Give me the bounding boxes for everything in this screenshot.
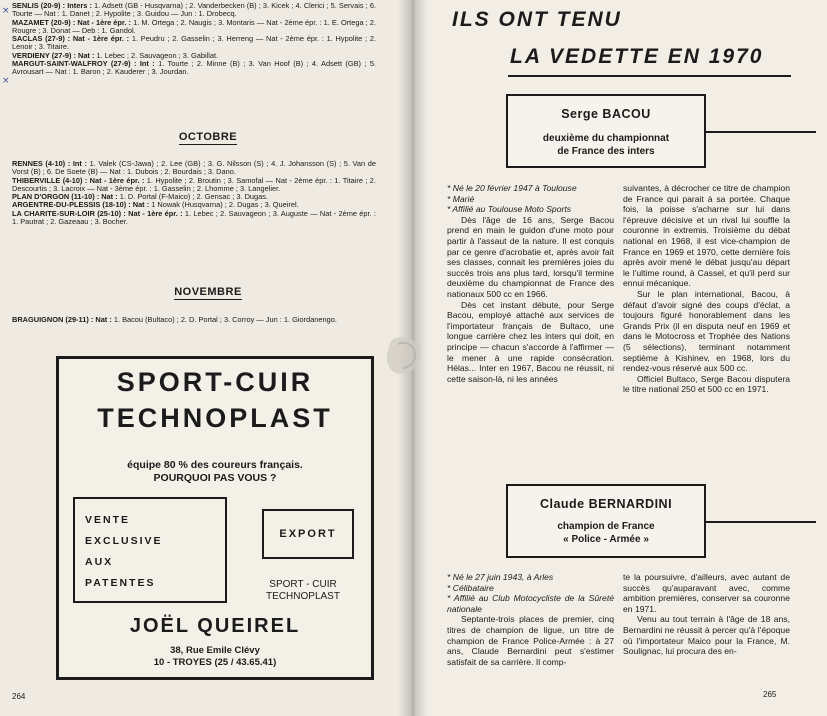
article-bernardini-col2	[623, 572, 790, 657]
ad-address-line1: 38, Rue Emile Clévy	[170, 645, 260, 656]
article-paragraph: Venu au tout terrain à l'âge de 18 ans, Bernardini ne réussit à percer qu'à l'époque où l'importateur Maico pour la France, M. Soulignac, lui procura des en-	[623, 614, 790, 657]
profile-subtitle	[508, 520, 704, 546]
month-heading-october: OCTOBRE	[178, 131, 238, 143]
ad-sales-line: PATENTES	[85, 577, 156, 589]
article-bernardini-col1	[447, 572, 614, 667]
watermark-logo-icon	[384, 334, 424, 378]
result-entry: MARGUT-SAINT-WALFROY (27-9) : Int : 1. Tourte ; 2. Minne (B) ; 3. Van Hoof (B) ; 4. Adsett (GB) ; 5. Avrousart — Nat : 1. Baron ; 2. Kauderer ; 3. Jourdan.	[12, 59, 376, 77]
ad-title-line1: SPORT-CUIR	[116, 367, 314, 397]
profile-box-bacou	[506, 94, 706, 168]
article-bacou-col1	[447, 183, 614, 384]
article-paragraph: Dès cet instant débute, pour Serge Bacou, employé attaché aux services de l'importateur français de Bultaco, une longue carrière chez les inters qui doit, en principe — chacun s'accorde à l'affirmer — le mener à une rapide consécration. Hélas... Inter en 1967, Bacou ne réussit, ni cette saison-là, ni les années	[447, 299, 614, 384]
ad-owner-name: JOËL QUEIREL	[129, 615, 301, 637]
ad-pitch-line1: équipe 80 % des coureurs français.	[127, 459, 303, 471]
ad-address	[59, 645, 371, 668]
result-entry: SENLIS (20-9) : Inters : 1. Adsett (GB - Husqvarna) ; 2. Vanderbecken (B) ; 3. Kicek ; 4. Clerici ; 5. Servais ; 6. Tourte — Nat : 1. Danet ; 2. Hypolite ; 3. Guidou — Jun : 1. Drobecq.	[12, 1, 377, 19]
headline-line2: LA VEDETTE EN 1970	[510, 45, 764, 68]
fact-line: * Affilié au Toulouse Moto Sports	[447, 204, 572, 215]
fact-line: * Né le 20 février 1947 à Toulouse	[447, 183, 577, 193]
ad-address-line2: 10 - TROYES (25 / 43.65.41)	[153, 656, 277, 668]
ad-export-box: EXPORT	[262, 509, 354, 559]
result-entry: VERDIENY (27-9) : Nat : 1. Lebec ; 2. Sauvageon ; 3. Gabillat.	[12, 50, 219, 60]
profile-subtitle-line1: champion de France	[557, 521, 655, 532]
profile-subtitle-line1: deuxième du championnat	[542, 133, 670, 144]
profile-subtitle-line2: de France des inters	[557, 146, 655, 157]
headline-underline	[508, 75, 791, 77]
ad-brand	[235, 579, 371, 602]
advertisement-sport-cuir	[56, 356, 374, 680]
result-entry: LA CHARITE-SUR-LOIR (25-10) : Nat - 1ère épr. : 1. Lebec ; 2. Sauvageon ; 3. Auguste — Nat - 2ème épr. : 1. Pautrat ; 2. Gazeaau ; 3. Bocher.	[12, 208, 376, 227]
fact-line: * Célibataire	[447, 582, 494, 593]
result-entry: BRAGUIGNON (29-11) : Nat : 1. Bacou (Bultaco) ; 2. D. Portal ; 3. Corroy — Jun : 1. Giordanengo.	[12, 315, 337, 324]
result-entry: RENNES (4-10) : Int : 1. Valek (CS-Jawa) ; 2. Lee (GB) ; 3. G. Nilsson (S) ; 4. J. Johansson (S) ; 5. Van de Vorst (B) ; 6. De Soete (B) — Nat : 1. Dubois ; 2. Bourdais ; 3. Dano.	[12, 159, 377, 177]
profile-name: Serge BACOU	[561, 107, 651, 121]
profile-subtitle-line2: « Police - Armée »	[563, 534, 649, 545]
ad-brand-line2: TECHNOPLAST	[266, 590, 340, 602]
page-number-right: 265	[763, 690, 777, 699]
pen-mark-icon: ×	[2, 6, 10, 16]
fact-line: * Marié	[447, 193, 475, 204]
profile-box-bernardini	[506, 484, 706, 558]
result-entry: ARGENTRE-DU-PLESSIS (18-10) : Nat : 1 Nowak (Husqvarna) ; 2. Dugas ; 3. Queirel.	[12, 200, 299, 210]
article-bacou-col2	[623, 183, 790, 395]
page-number-left: 264	[12, 692, 26, 701]
profile-rule	[704, 521, 816, 523]
ad-sales-line: EXCLUSIVE	[85, 535, 163, 547]
ad-brand-line1: SPORT - CUIR	[269, 579, 337, 590]
ad-sales-line: VENTE	[85, 514, 131, 526]
results-october	[12, 160, 376, 226]
month-heading-november: NOVEMBRE	[174, 286, 242, 298]
left-page	[0, 0, 412, 716]
article-paragraph: Dès l'âge de 16 ans, Serge Bacou prend en main le guidon d'une moto pour partir à l'assaut de la nature. Il est conquis par ce genre d'acrobatie et, après avoir fait ses classes, connait les premières joies du succès trois ans plus tard, lorsqu'il termine deuxième du championnat de France des nationaux 500 cc en 1966.	[447, 214, 614, 299]
ad-title-line2: TECHNOPLAST	[97, 403, 333, 433]
article-paragraph: Sur le plan international, Bacou, à défaut d'avoir signé des coups d'éclat, a toujours figuré honorablement dans les Grands Prix (il en disputa neuf en 1969 et dans le Motocross et Trophée des Nations (5 sélections), terminant notamment septième à Kishinev, en 1968, lors du rendez-vous réservé aux 500 cc.	[623, 288, 790, 374]
pen-mark-icon: ×	[2, 76, 10, 86]
results-september	[12, 2, 376, 77]
article-paragraph: te la poursuivre, d'ailleurs, avec autant de succès qu'auparavant avec, comme ambition premières, conserver sa couronne en 1971.	[623, 572, 790, 614]
ad-pitch	[59, 459, 371, 484]
ad-pitch-line2: POURQUOI PAS VOUS ?	[153, 471, 277, 484]
result-entry: MAZAMET (20-9) : Nat - 1ère épr. : 1. M. Ortega ; 2. Naugis ; 3. Montaris — Nat - 2ème épr. : 1. E. Ortega ; 2. Rougre ; 3. Donat — Deb : 1. Gandol.	[12, 17, 376, 35]
fact-line: * Né le 27 juin 1943, à Arles	[447, 572, 554, 582]
profile-subtitle	[508, 132, 704, 158]
result-entry: SACLAS (27-9) : Nat - 1ère épr. : 1. Peudru ; 2. Gasselin ; 3. Herreng — Nat - 2ème épr. : 1. Hypolite ; 2. Lenoir ; 3. Titaire.	[12, 34, 377, 52]
headline-line1: ILS ONT TENU	[452, 8, 622, 31]
right-page	[412, 0, 827, 716]
profile-name: Claude BERNARDINI	[539, 497, 673, 511]
article-paragraph: Officiel Bultaco, Serge Bacou disputera le titre national 250 et 500 cc en 1971.	[623, 373, 790, 395]
profile-rule	[704, 131, 816, 133]
fact-line: * Affilié au Club Motocycliste de la Sûreté nationale	[447, 593, 614, 614]
article-paragraph: suivantes, à décrocher ce titre de champion de France qui parait à sa portée. Chaque fois, la poisse s'acharne sur lui dans l'épreuve décisive et un rival lui souffle la couronne in extremis. Troisième du débat national en 1968, il est vice-champion de France en 1969 et 1970, cette dernière fois après avoir mené le débat jusqu'au départ le l'ultime round, à Cassel, et qu'il perd sur ennui mécanique.	[623, 183, 790, 289]
ad-sales-line: AUX	[85, 556, 114, 568]
result-entry: PLAN D'ORGON (11-10) : Nat : 1. D. Portal (F-Maico) ; 2. Gensac ; 3. Dugas.	[12, 192, 268, 202]
result-entry: THIBERVILLE (4-10) : Nat - 1ère épr. : 1. Hypolite ; 2. Broutin ; 3. Samofal — Nat - 2ème épr. : 1. Titaire ; 2. Descourtis ; 3. Lacroix — Nat - 3ème épr. : 1. Gasselin ; 2. Lhomme ; 3. Langelier.	[12, 175, 376, 193]
article-paragraph: Septante-trois places de premier, cinq titres de champion de ligue, un titre de champion de France Police-Armée : à 27 ans, Claude Bernardini peut s'estimer satisfait de sa carrière. Il comp-	[447, 614, 614, 667]
ad-sales-box	[73, 497, 227, 603]
results-november	[12, 316, 376, 324]
